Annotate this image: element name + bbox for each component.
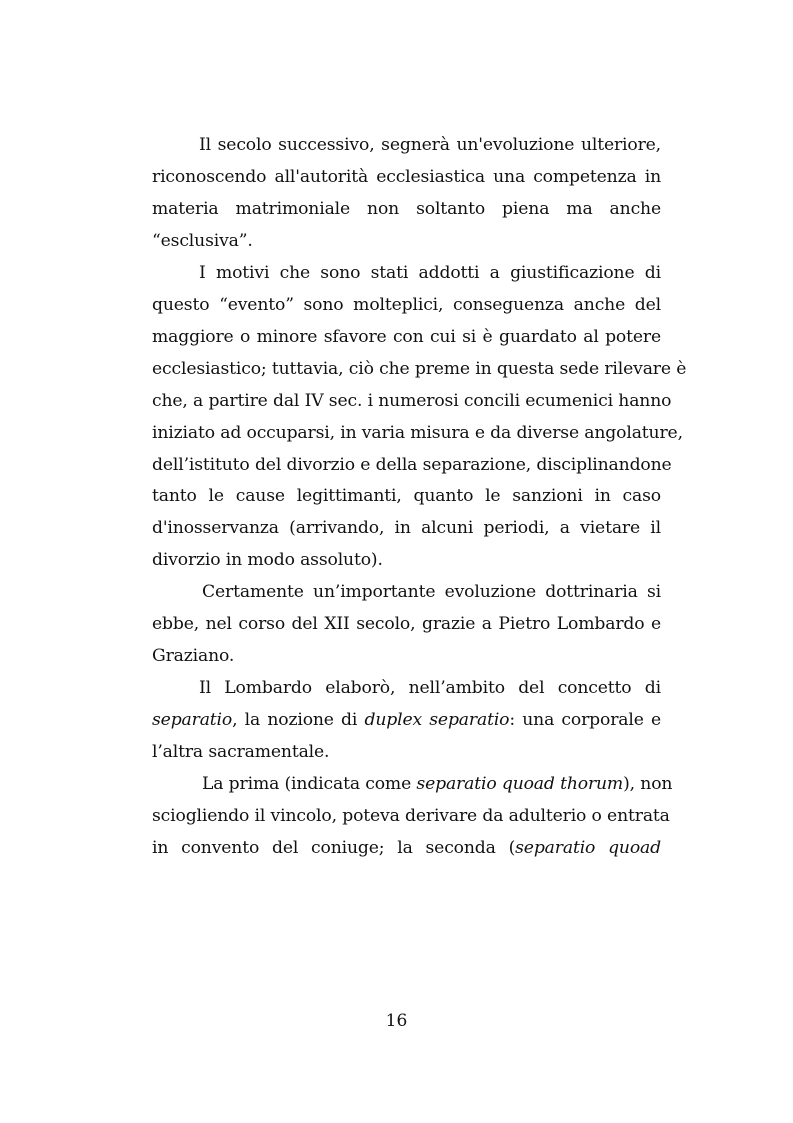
text-line xyxy=(152,643,661,669)
page-number: 16 xyxy=(385,1011,408,1031)
text-segment: tanto le cause legittimanti, quanto le sanzioni in caso xyxy=(152,486,661,507)
text-segment: questo “evento” sono molteplici, conseguenza anche del xyxy=(152,294,661,315)
text-segment: I motivi che sono stati addotti a giustificazione di xyxy=(199,262,661,283)
italic-term: separatio xyxy=(152,710,233,731)
text-segment: dell’istituto del divorzio e della separazione, disciplinandone xyxy=(152,454,672,475)
italic-term: separatio quoad xyxy=(515,837,661,858)
text-line xyxy=(152,771,673,797)
text-segment: in convento del coniuge; la seconda ( xyxy=(152,837,516,858)
text-segment: iniziato ad occuparsi, in varia misura e da diverse angolature, xyxy=(152,422,683,443)
text-segment: Il Lombardo elaborò, nell’ambito del concetto di xyxy=(199,678,661,699)
text-segment: d'inosservanza (arrivando, in alcuni periodi, a vietare il xyxy=(152,518,661,539)
text-line xyxy=(152,803,670,829)
text-segment: : una corporale e xyxy=(509,710,661,731)
text-segment: ), non xyxy=(623,774,673,794)
text-segment: “esclusiva”. xyxy=(152,230,253,251)
text-line xyxy=(152,420,683,446)
text-line xyxy=(152,164,661,190)
text-line xyxy=(152,611,661,637)
text-segment: maggiore o minore sfavore con cui si è guardato al potere xyxy=(152,326,661,347)
text-line xyxy=(152,707,661,733)
text-line xyxy=(152,579,661,605)
text-line xyxy=(152,835,661,861)
text-segment: l’altra sacramentale. xyxy=(152,742,330,763)
text-line xyxy=(152,356,687,382)
text-segment: Certamente un’importante evoluzione dottrinaria si xyxy=(202,582,661,603)
text-line xyxy=(152,132,661,158)
text-line xyxy=(152,292,661,318)
text-line xyxy=(152,228,661,254)
text-segment: materia matrimoniale non soltanto piena ma anche xyxy=(152,198,661,219)
text-line xyxy=(152,739,661,765)
text-line xyxy=(152,675,661,701)
text-segment: La prima (indicata come xyxy=(202,774,417,794)
text-segment: riconoscendo all'autorità ecclesiastica una competenza in xyxy=(152,166,661,187)
text-line xyxy=(152,515,661,541)
text-line xyxy=(152,388,672,414)
text-line xyxy=(152,547,661,573)
text-segment: che, a partire dal IV sec. i numerosi concili ecumenici hanno xyxy=(152,390,672,411)
text-line xyxy=(152,260,661,286)
italic-term: separatio quoad thorum xyxy=(416,774,624,794)
text-segment: Il secolo successivo, segnerà un'evoluzione ulteriore, xyxy=(199,135,661,155)
text-line xyxy=(152,196,661,222)
text-segment: ecclesiastico; tuttavia, ciò che preme in questa sede rilevare è xyxy=(152,358,687,379)
text-line xyxy=(152,452,672,478)
text-line xyxy=(152,324,661,350)
text-segment: ebbe, nel corso del XII secolo, grazie a Pietro Lombardo e xyxy=(152,614,661,635)
text-segment: Graziano. xyxy=(152,646,235,667)
italic-term: duplex separatio xyxy=(364,710,510,731)
text-segment: divorzio in modo assoluto). xyxy=(152,550,383,571)
text-segment: , la nozione di xyxy=(232,710,365,731)
text-segment: sciogliendo il vincolo, poteva derivare da adulterio o entrata xyxy=(152,805,670,826)
text-line xyxy=(152,483,661,509)
